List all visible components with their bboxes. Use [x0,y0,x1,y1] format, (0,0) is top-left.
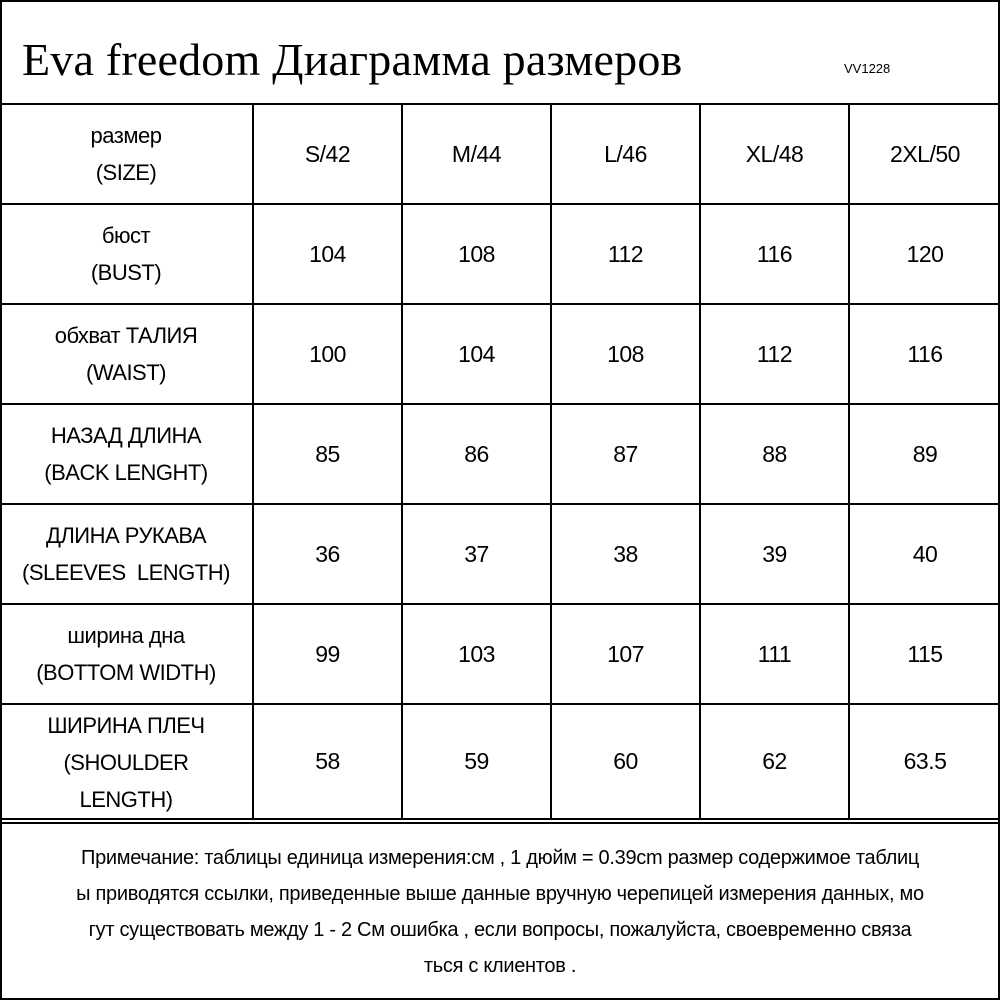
value-cell: 116 [700,204,849,304]
product-code: VV1228 [844,61,891,76]
row-label-ru: ширина дна [67,623,185,648]
row-label [0,204,253,304]
table-row [0,304,1000,404]
value-cell: 37 [402,504,551,604]
value-cell: 111 [700,604,849,704]
note-line: Примечание: таблицы единица измерения:см , 1 дюйм = 0.39cm размер содержимое таблиц [81,847,919,869]
value-cell: 60 [551,704,700,819]
value-cell: 112 [700,304,849,404]
value-cell: 58 [253,704,402,819]
size-header-label [0,105,253,204]
row-label-ru: бюст [101,223,151,248]
value-cell: 103 [402,604,551,704]
row-label-ru: ШИРИНА ПЛЕЧ [47,713,205,738]
row-label-en: (SLEEVES LENGTH) [22,560,230,585]
note-line: ы приводятся ссылки, приведенные выше данные вручную черепицей измерения данных, мо [76,883,924,905]
value-cell: 108 [402,204,551,304]
row-label [0,504,253,604]
size-cell: 2XL/50 [849,105,1000,204]
size-header-row [0,105,1000,204]
value-cell: 104 [402,304,551,404]
note-line: ться с клиентов . [423,955,577,977]
row-label-ru: обхват ТАЛИЯ [54,323,198,348]
row-label-en-cont: LENGTH) [79,787,173,812]
value-cell: 38 [551,504,700,604]
row-label-en: (SHOULDER [63,750,189,775]
size-header-ru: размер [90,123,162,148]
row-label-en: (BUST) [90,260,162,285]
chart-title: Eva freedom Диаграмма размеров [22,34,683,85]
value-cell: 62 [700,704,849,819]
value-cell: 40 [849,504,1000,604]
row-label-en: (BOTTOM WIDTH) [36,660,216,685]
row-label [0,604,253,704]
value-cell: 108 [551,304,700,404]
value-cell: 86 [402,404,551,504]
size-table [0,105,1000,820]
size-header-en: (SIZE) [95,160,157,185]
chart-header [0,0,1000,105]
row-label-en: (WAIST) [86,360,166,385]
value-cell: 112 [551,204,700,304]
row-label-ru: НАЗАД ДЛИНА [50,423,202,448]
value-cell: 39 [700,504,849,604]
row-label [0,304,253,404]
value-cell: 99 [253,604,402,704]
row-label [0,404,253,504]
value-cell: 59 [402,704,551,819]
value-cell: 120 [849,204,1000,304]
table-row [0,504,1000,604]
table-row [0,704,1000,819]
value-cell: 116 [849,304,1000,404]
table-row [0,204,1000,304]
value-cell: 85 [253,404,402,504]
note-line: гут существовать между 1 - 2 См ошибка , если вопросы, пожалуйста, своевременно связа [88,919,912,941]
size-cell: S/42 [253,105,402,204]
size-cell: XL/48 [700,105,849,204]
value-cell: 87 [551,404,700,504]
size-cell: L/46 [551,105,700,204]
table-row [0,604,1000,704]
value-cell: 107 [551,604,700,704]
row-label [0,704,253,819]
measurement-note [0,822,1000,1000]
value-cell: 36 [253,504,402,604]
value-cell: 115 [849,604,1000,704]
row-label-en: (BACK LENGHT) [44,460,208,485]
value-cell: 104 [253,204,402,304]
value-cell: 88 [700,404,849,504]
size-cell: M/44 [402,105,551,204]
value-cell: 100 [253,304,402,404]
value-cell: 89 [849,404,1000,504]
table-row [0,404,1000,504]
value-cell: 63.5 [849,704,1000,819]
row-label-ru: ДЛИНА РУКАВА [45,523,207,548]
